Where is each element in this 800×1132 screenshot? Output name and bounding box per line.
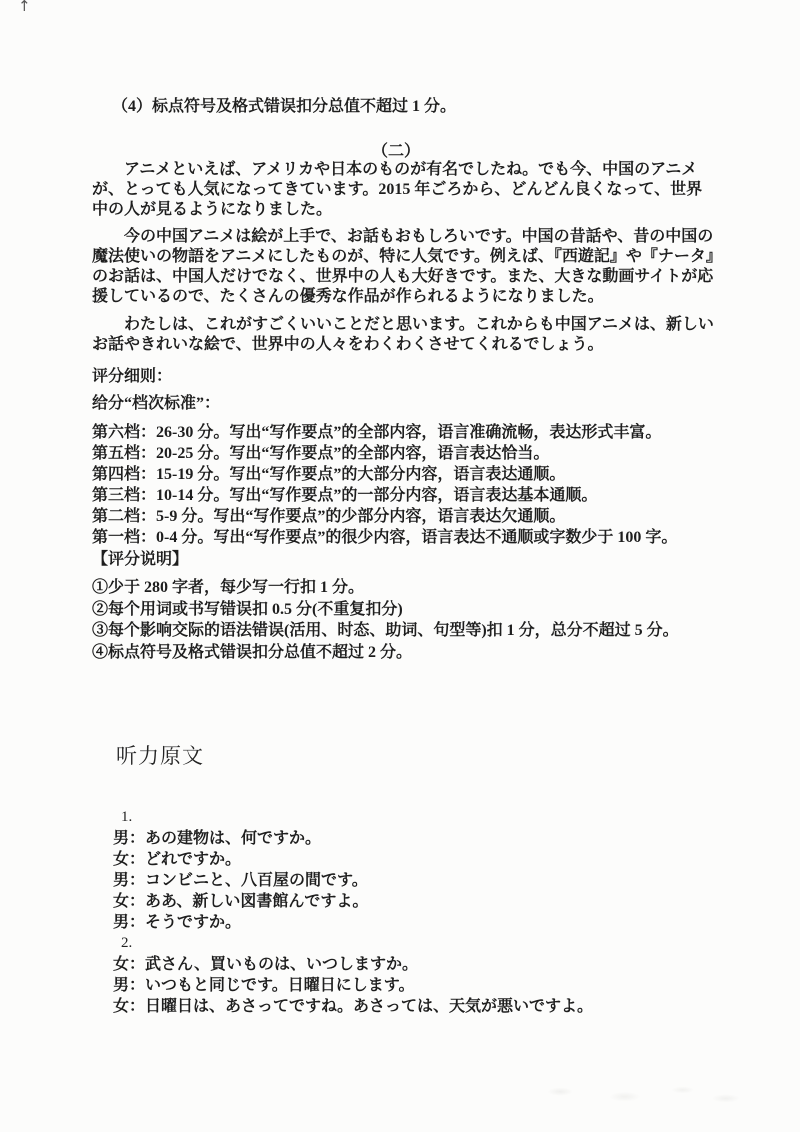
- score-band-item: 第二档：5-9 分。写出“写作要点”的少部分内容，语言表达欠通顺。: [92, 508, 566, 525]
- score-band-heading: 给分“档次标准”：: [92, 395, 221, 412]
- score-band-item: 第六档：26-30 分。写出“写作要点”的全部内容，语言准确流畅，表达形式丰富。: [92, 424, 662, 441]
- score-band-item: 第五档：20-25 分。写出“写作要点”的全部内容，语言表达恰当。: [92, 445, 550, 462]
- scoring-notes-heading: 【评分说明】: [92, 551, 189, 568]
- score-band-item: 第四档：15-19 分。写出“写作要点”的大部分内容，语言表达通顺。: [92, 466, 566, 483]
- dialogue-one: [113, 828, 733, 933]
- dialogue-line: 女：どれですか。: [113, 851, 242, 868]
- scoring-notes-list: [92, 577, 732, 663]
- dialogue-line: 男：いつもと同じです。日曜日にします。: [113, 977, 415, 994]
- dialogue-line: 女：日曜日は、あさってですね。あさっては、天気が悪いですよ。: [113, 998, 594, 1015]
- dialogue-line: 女：武さん、買いものは、いつしますか。: [113, 956, 418, 973]
- section-two-title: （二）: [371, 143, 420, 160]
- essay-paragraph: アニメといえば、アメリカや日本のものが有名でしたね。でも今、中国のアニメが、とっても人気になってきています。2015 年ごろから、どんどん良くなって、世界中の人が見るようになりました。: [92, 161, 703, 218]
- scoring-note-item: ①少于 280 字者，每少写一行扣 1 分。: [92, 579, 365, 596]
- score-band-item: 第一档：0-4 分。写出“写作要点”的很少内容，语言表达不通顺或字数少于 100 字。: [92, 529, 678, 546]
- scan-smudge-artifact: [528, 1078, 743, 1112]
- scoring-note-item: ④标点符号及格式错误扣分总值不超过 2 分。: [92, 643, 413, 661]
- dialogue-number: 1.: [121, 809, 133, 825]
- score-band-item: 第三档：10-14 分。写出“写作要点”的一部分内容，语言表达基本通顺。: [92, 487, 598, 504]
- dialogue-line: 男：コンビニと、八百屋の間です。: [113, 872, 368, 889]
- scoring-note-item: ③每个影响交际的语法错误(活用、时态、助词、句型等)扣 1 分，总分不超过 5 分。: [92, 622, 679, 639]
- scoring-rules-heading: 评分细则：: [92, 368, 173, 385]
- deduction-note: （4）标点符号及格式错误扣分总值不超过 1 分。: [112, 98, 457, 115]
- dialogue-line: 男：あの建物は、何ですか。: [113, 830, 322, 847]
- score-band-list: [92, 422, 732, 548]
- dialogue-two: [113, 954, 733, 1017]
- listening-transcript-heading: 听力原文: [116, 744, 204, 768]
- essay-paragraph: わたしは、これがすごくいいことだと思います。これからも中国アニメは、新しいお話やきれいな絵で、世界中の人々をわくわくさせてくれるでしょう。: [92, 316, 714, 353]
- dialogue-line: 女：ああ、新しい図書館んですよ。: [113, 893, 369, 910]
- dialogue-number: 2.: [121, 935, 133, 951]
- dialogue-line: 男：そうですか。: [113, 914, 242, 931]
- scoring-note-item: ②每个用词或书写错误扣 0.5 分(不重复扣分): [92, 600, 403, 618]
- essay-paragraph: 今の中国アニメは絵が上手で、お話もおもしろいです。中国の昔話や、昔の中国の魔法使いの物語をアニメにしたものが、特に人気です。例えば、『西遊記』や『ナータ』のお話は、中国人だけでなく、世界中の人も大好きです。また、大きな動画サイトが応援しているので、たくさんの優秀な作品が作られるようになりました。: [92, 228, 714, 305]
- scan-corner-mark: ↑: [18, 0, 31, 15]
